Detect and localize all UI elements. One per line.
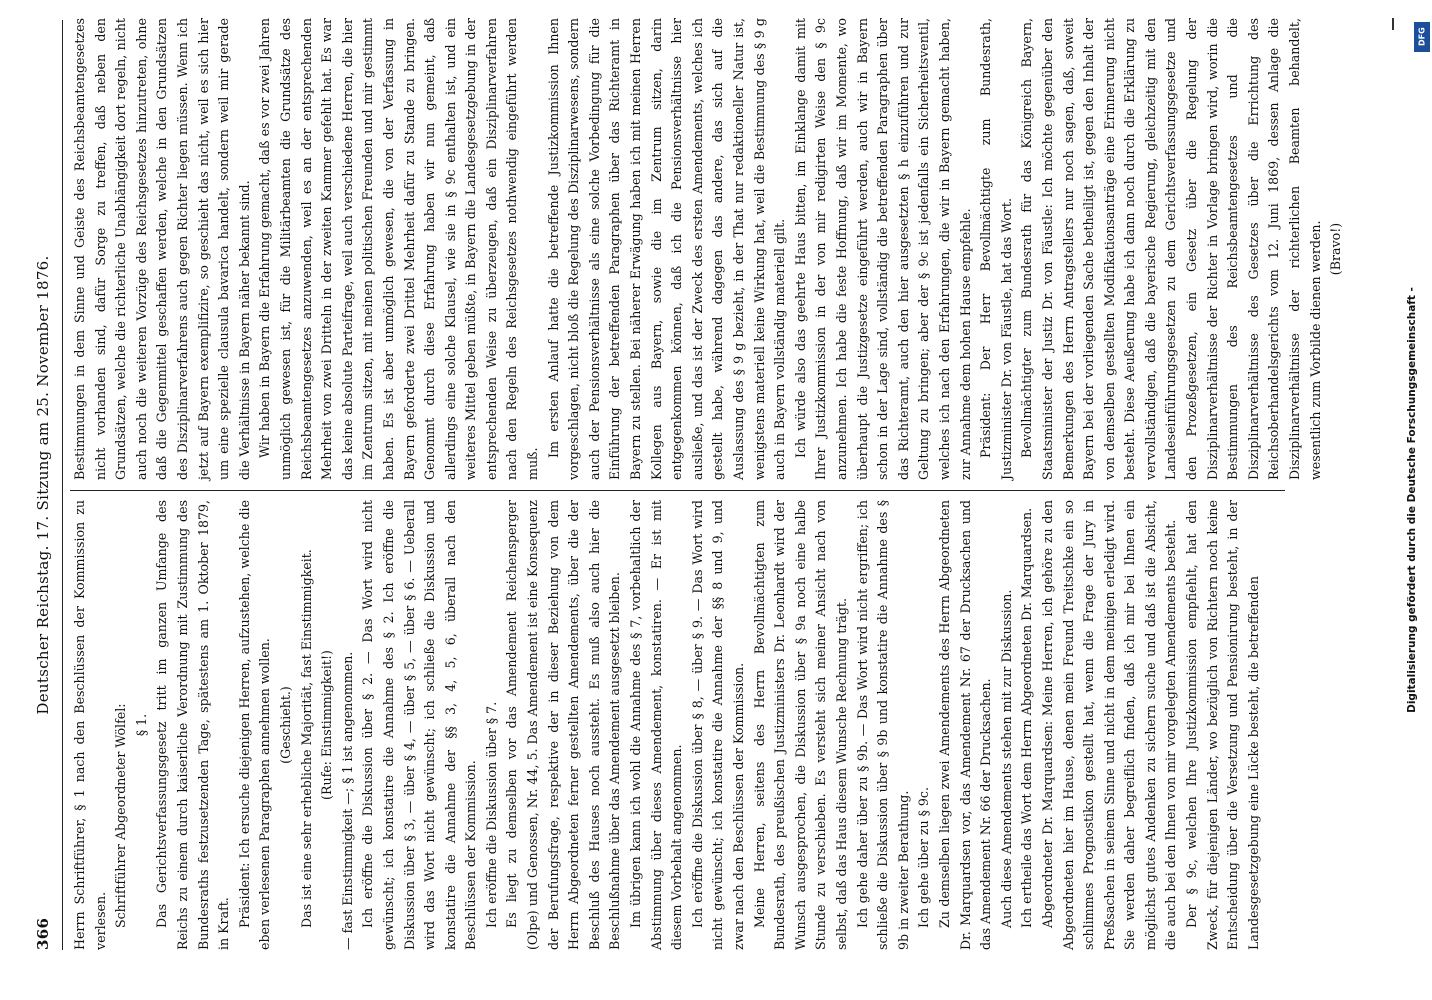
stage-direction: (Rufe: Einstimmigkeit!): [319, 650, 335, 800]
paragraph: Das ist eine sehr erhebliche Majorität, fast Einstimmigkeit.: [298, 549, 314, 928]
left-column: [70, 500, 1300, 950]
digitization-credit: Digitalisierung gefördert durch die Deutsche Forschungsgemeinschaft -: [1406, 287, 1418, 713]
paragraph: Bestimmungen in dem Sinne und Geiste des Reichsbeamtengesetzes nicht vorhanden sind, dafür Sorge zu treffen, daß neben den Grundsätzen, welche die richterliche Unabhängigkeit dort regeln, nicht auch noch die weiteren Vorzüge des Reichsgesetzes hinzutreten, ohne daß die Gegenmittel geschaffen werden, welche in den Grundsätzen des Disziplinarverfahrens auch gegen Richter liegen müssen. Wenn ich jetzt auf Bayern exemplifizire, so geschieht das nicht, weil es sich hier um eine spezielle clausula bavarica handelt, sondern weil mir gerade die Verhältnisse in Bayern näher bekannt sind.: [72, 18, 252, 480]
paragraph: Ich eröffne die Diskussion über § 2. — Das Wort wird nicht gewünscht; ich konstatire die Annahme des § 2. Ich eröffne die Diskussion über § 3, — über § 4, — über § 5, — über § 6. — Ueberall wird das Wort nicht gewünscht; ich schließe die Diskussion und konstatire die Annahme der §§ 3, 4, 5, 6, überall nach den Beschlüssen der Kommission.: [360, 500, 479, 950]
right-column: [70, 18, 1344, 480]
paragraph: Ich gehe daher über zu § 9b. — Das Wort wird nicht ergriffen; ich schließe die Diskussion über § 9b und konstatire die Annahme des § 9b in zweiter Berathung.: [854, 500, 911, 950]
paragraph: Zu demselben liegen zwei Amendements des Herrn Abgeordneten Dr. Marquardsen vor, das Amendement Nr. 67 der Drucksachen und das Amendement Nr. 66 der Drucksachen.: [936, 500, 994, 950]
paragraph: — fast Einstimmigkeit —; § 1 ist angenommen.: [339, 651, 355, 950]
dfg-logo: DFG: [1414, 22, 1430, 52]
speaker-line: Schriftführer Abgeordneter Wölfel:: [113, 703, 129, 928]
running-title: Deutscher Reichstag. 17. Sitzung am 25. November 1876.: [34, 255, 52, 715]
paragraph: Präsident: Der Herr Bevollmächtigte zum Bundesrath, Justizminister Dr. von Fäustle, hat das Wort.: [978, 18, 1014, 480]
paragraph: Wir haben in Bayern die Erfahrung gemacht, daß es vor zwei Jahren unmöglich gewesen ist, für die Militärbeamten die Grundsätze des Reichsbeamtengesetzes anzuwenden, weil es an der entsprechenden Mehrheit von zwei Dritteln in der zweiten Kammer gefehlt hat. Es war das keine absolute Parteifrage, weil auch verschiedene Herren, die hier im Zentrum sitzen, mit meinen politischen Freunden und mir gestimmt haben. Es ist aber unmöglich gewesen, die von der Verfassung in Bayern geforderte zwei Drittel Mehrheit dafür zu Stande zu bringen. Genommt durch diese Erfahrung haben wir nun gemeint, daß allerdings eine solche Klausel, wie sie in § 9c enthalten ist, und ein weiteres Mittel geben müßte, in Bayern die Landesgesetzgebung in der entsprechenden Weise zu überzeugen, daß ein Disziplinarverfahren nach den Regeln des Reichsgesetzes nothwendig eingeführt werden muß.: [257, 18, 541, 480]
header-rule: [62, 20, 63, 950]
paragraph: Meine Herren, seitens des Herrn Bevollmächtigten zum Bundesrath, des preußischen Justizministers Dr. Leonhardt wird der Wunsch ausgesprochen, die Diskussion über § 9a noch eine halbe Stunde zu verschieben. Es versteht sich meiner Ansicht nach von selbst, daß das Haus diesem Wunsche Rechnung trägt.: [751, 500, 849, 950]
paragraph: Es liegt zu demselben vor das Amendement Reichensperger (Olpe) und Genossen, Nr. 44, 5. Das Amendement ist eine Konsequenz der Berufungsfrage, respektive der in dieser Beziehung von dem Herrn Abgeordneten ferner gestellten Amendements, über die der Beschluß des Hauses noch aussteht. Es muß also auch hier die Beschlußnahme über das Amendement ausgesetzt bleiben.: [504, 500, 623, 950]
paragraph: Im ersten Anlauf hatte die betreffende Justizkommission Ihnen vorgeschlagen, nicht bloß die Regelung des Disziplinarwesens, sondern auch der Pensionsverhältnisse als eine solche Vorbedingung für die Einführung der betreffenden Paragraphen über das Richteramt in Bayern zu stellen. Bei näherer Erwägung haben ich mit meinen Herren Kollegen aus Bayern, sowie die im Zentrum sitzen, darin entgegenkommen können, daß ich die Pensionsverhältnisse hier ausließe, und das ist der Zweck des ersten Amendements, welches ich gestellt habe, während dagegen das andere, das sich auf die Auslassung des § 9 g bezieht, in der That nur redaktioneller Natur ist, wenigstens materiell keine Wirkung hat, weil die Bestimmung des § 9 g auch in Bayern vollständig materiell gilt.: [545, 18, 788, 480]
paragraph: Ich eröffne die Diskussion über § 8, — über § 9. — Das Wort wird nicht gewünscht; ich konstatire die Annahme der §§ 8 und 9, und zwar nach den Beschlüssen der Kommission.: [689, 500, 746, 950]
paragraph: Ich würde also das geehrte Haus bitten, im Einklange damit mit Ihrer Justizkommission in der von mir redigirten Weise den § 9c anzunehmen. Ich habe die feste Hoffnung, daß wir im Momente, wo überhaupt die Justizgesetze eingeführt werden, auch wir in Bayern schon in der Lage sind, vollständig die betreffenden Paragraphen über das Richteramt, auch den hier ausgesetzten § h einzuführen und zur Geltung zu bringen; aber der § 9c ist jedenfalls ein Sicherheitsventil, welches ich nach den Erfahrungen, die wir in Bayern gemacht haben, zur Annahme dem hohen Hause empfehle.: [792, 18, 973, 480]
paragraph: Im übrigen kann ich wohl die Annahme des § 7, vorbehaltlich der Abstimmung über dieses Amendement, konstatiren. — Er ist mit diesem Vorbehalt angenommen.: [628, 500, 685, 950]
paragraph: Herrn Schriftführer, § 1 nach den Beschlüssen der Kommission zu verlesen.: [72, 500, 108, 950]
stage-direction: (Geschieht.): [277, 686, 293, 764]
paragraph: Präsident: Ich ersuche diejenigen Herren, aufzustehen, welche die eben verlesenen Paragraphen annehmen wollen.: [236, 500, 273, 950]
paragraph: Ich gehe über zu § 9c.: [916, 787, 932, 928]
paragraph: Das Gerichtsverfassungsgesetz tritt im ganzen Umfange des Reichs zu einem durch kaiserliche Verordnung mit Zustimmung des Bundesraths festzusetzenden Tage, spätestens am 1. Oktober 1879, in Kraft.: [154, 500, 232, 950]
paragraph: Bevollmächtigter zum Bundesrath für das Königreich Bayern, Staatsminister der Justiz Dr. von Fäustle: Ich möchte gegenüber den Bemerkungen des Herrn Antragstellers nur noch sagen, daß, soweit Bayern bei der vorliegenden Sache betheiligt ist, gegen den Inhalt der von demselben gestellten Modifikationsanträge eine Erinnerung nicht besteht. Diese Aeußerung habe ich dann noch durch die Erklärung zu vervollständigen, daß die bayerische Regierung, gleichzeitig mit den Landeseinführungsgesetzen zu dem Gerichtsverfassungsgesetze und den Prozeßgesetzen, ein Gesetz über die Regelung der Disziplinarverhältnisse der Richter in Vorlage bringen wird, worin die Bestimmungen des Reichsbeamtengesetzes und die Disziplinarverhältnisse des Gesetzes über die Errichtung des Reichsoberhandelsgerichts vom 12. Juni 1869, dessen Anlage die Disziplinarverhältnisse der richterlichen Beamten behandelt, wesentlich zum Vorbilde dienen werden.: [1019, 18, 1323, 480]
paragraph: Ich ertheile das Wort dem Herrn Abgeordneten Dr. Marquardsen.: [1019, 507, 1035, 928]
paragraph: Auch diese Amendements stehen mit zur Diskussion.: [998, 589, 1014, 928]
page-header: [34, 20, 62, 950]
stage-direction: (Bravo!): [1328, 222, 1344, 276]
paragraph: Der § 9c, welchen Ihre Justizkommission empfiehlt, hat den Zweck, für diejenigen Länder, wo bezüglich von Richtern noch keine Entscheidung über die Versetzung und Pensionirung besteht, in der Landesgesetzgebung eine Lücke besteht, die betreffenden: [1184, 500, 1261, 950]
scan-mark: [1392, 18, 1400, 30]
section-heading: § 1.: [133, 713, 149, 737]
page-number: 366: [34, 917, 52, 950]
paragraph: Abgeordneter Dr. Marquardsen: Meine Herren, ich gehöre zu den Abgeordneten hier im Hause, denen mein Freund Treitschke ein so schlimmes Prognostikon gestellt hat, wenn die Frage der Jury in Preßsachen in seinem Sinne und nicht in dem meinigen erledigt wird. Sie werden daher begreiflich finden, daß ich mir bei Ihnen ein möglichst gutes Andenken zu sichern suche und daß ist die Absicht, die auch bei den Ihnen von mir vorgelegten Amendements besteht.: [1039, 500, 1179, 950]
column-divider: [70, 490, 1285, 491]
paragraph: Ich eröffne die Diskussion über § 7.: [483, 701, 499, 928]
